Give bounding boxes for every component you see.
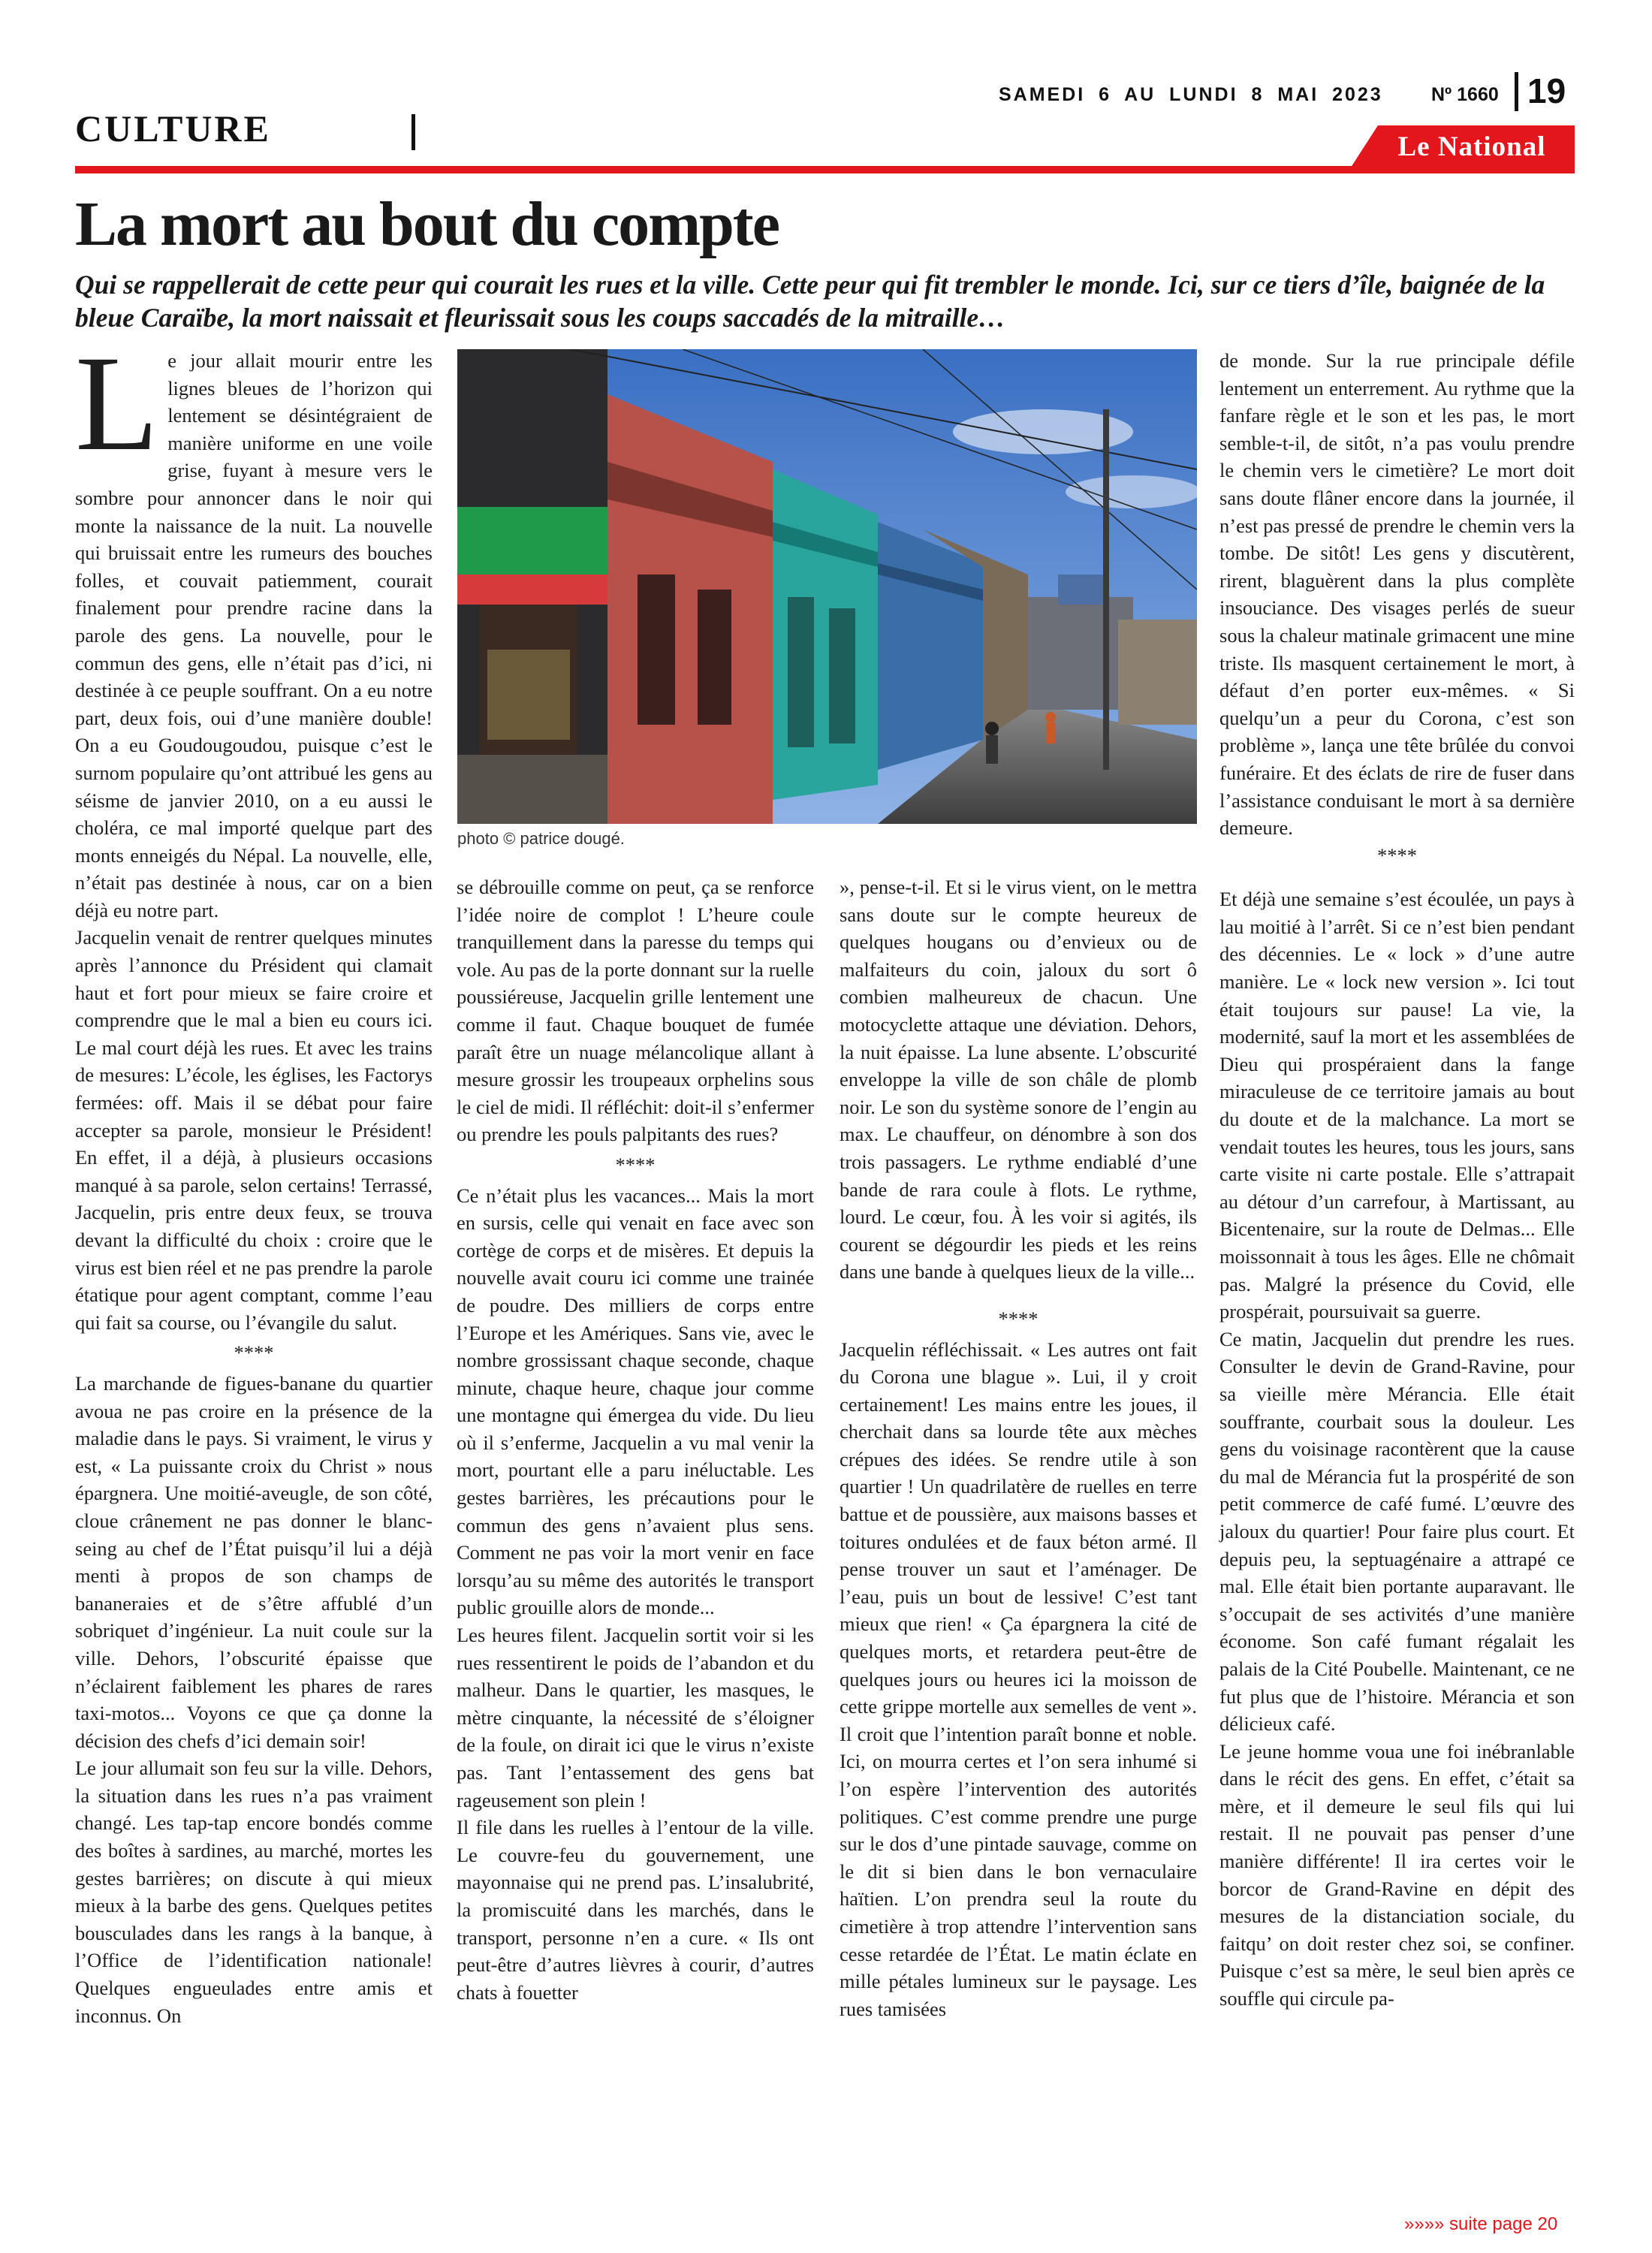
paragraph: Jacquelin réfléchissait. « Les autres ont fait du Corona une blague ». Lui, il y croit certainement! Les mains entre les joues, il cherchait dans sa lourde tête aux mèches crépues des idées. Se rendre utile à son quartier ! Un quadrilatère de ruelles en terre battue et de poussière, aux maisons basses et toitures ondulées et de faux béton armé. Il pense trouver un saut et l’aménager. De l’eau, puis un bout de lessive! C’est tant mieux que rien! « Ça épargnera la cité de quelques morts, et retardera peut-être de quelques jours ou heures ici la moisson de cette grippe mortelle aux semelles de vent ». Il croit que l’intention paraît bonne et noble. Ici, on mourra certes et l’on sera inhumé si l’on espère l’intervention des autorités politiques. C’est comme prendre une purge sur le dos d’une pintade sauvage, comme on le dit si bien dans le bon vernaculaire haïtien. L’on prendra seul la route du cimetière à trop attendre l’intervention sans cesse retardée de l’État. Le matin éclate en mille pétales lumineux sur le paysage. Les rues tamisées — [840, 1338, 1197, 2020]
paragraph: Il file dans les ruelles à l’entour de la ville. Le couvre-feu du gouvernement, une mayonnaise qui ne prend pas. L’insalubrité, la promiscuité dans les marchés, dans le transport, personne n’en a cure. « Ils ont peut-être d’autres lièvres à courir, d’autres chats à fouetter — [457, 1816, 814, 2004]
header-rule — [75, 166, 1575, 173]
paragraph: Le jour allumait son feu sur la ville. Dehors, la situation dans les rues n’a pas vraiment changé. Les tap-tap encore bondés comme des boîtes à sardines, au marché, mortes les gestes barrières; on discute à qui mieux mieux à la barbe des gens. Quelques petites bousculades dans les rangs à la banque, à l’Office de l’identification nationale! Quelques engueulades entre amis et inconnus. On — [75, 1757, 433, 2027]
column-1 — [75, 328, 433, 2029]
paragraph: se débrouille comme on peut, ça se renforce l’idée noire de complot ! L’heure coule tranquillement dans la paresse du temps qui vole. Au pas de la porte donnant sur la ruelle poussiéreuse, Jacquelin grille lentement une comme il faut. Chaque bouquet de fumée paraît être un nuage mélancolique allant à mesure grossir les troupeaux orphelins sous le ciel de midi. Il réfléchit: doit-il s’enfermer ou prendre les pouls palpitants des rues? — [457, 876, 814, 1146]
paragraph: La marchande de figues-banane du quartier avoua ne pas croire en la présence de la maladie dans le pays. Si vraiment, le virus y est, « La puissante croix du Christ » nous épargnera. Une moitié-aveugle, de son côté, cloue crânement ne pas donner le blanc-seing au chef de l’État puisqu’il lui a déjà menti à propos de son champs de bananeraies et de s’être affublé d’un sobriquet d’ingénieur. La nuit coule sur la ville. Dehors, l’obscurité épaisse que n’éclairent faiblement les phares de rares taxi-motos... Voyons ce que ça donne la décision des chefs d’ici demain soir! — [75, 1371, 433, 1752]
photo-caption: photo © patrice dougé. — [457, 829, 625, 848]
section-label: CULTURE — [75, 107, 271, 149]
paragraph: Le jeune homme voua une foi inébranlable dans le récit des gens. En effet, c’était sa mère, et il demeure le seul fils qui lui restait. Il ne pouvait pas penser d’une manière différente! Il ira certes voir le borcor de Grand-Ravine en dépit des mesures de la distanciation sociale, du faitqu’ on doit rester chez soi, se confiner. Puisque c’est sa mère, le seul bien après ce souffle qui circule pa- — [1219, 1739, 1575, 2010]
page-number-divider — [1515, 72, 1518, 111]
section-separator: **** — [998, 1307, 1039, 1330]
paragraph: », pense-t-il. Et si le virus vient, on le mettra sans doute sur le compte heureux de quelques hougans ou d’envieux ou de malfaiteurs du coin, jaloux du sort ô combien malheureux de chacun. Une motocyclette attaque une déviation. Dehors, la nuit épaisse. La lune absente. L’obscurité enveloppe la ville de son châle de plomb noir. Le son du système sonore de l’engin au max. Le chauffeur, on dénombre à son dos trois passagers. Le rythme endiablé d’une bande de rara coule à flots. Le rythme, lourd. Le cœur, fou. À les voir si agités, ils courent se dégourdir les pieds et les reins dans une bande à quelques lieux de la ville... — [840, 876, 1197, 1283]
issue-number: Nº 1660 — [1431, 84, 1499, 105]
drop-cap: L — [75, 328, 159, 479]
paragraph: Jacquelin venait de rentrer quelques minutes après l’annonce du Président qui clamait haut et fort pour mieux se faire croire et comprendre que le mal a bien eu cours ici. Le mal court déjà les rues. Et avec les trains de mesures: L’école, les églises, les Factorys fermées: off. Mais il se débat pour faire accepter sa parole, monsieur le Président! En effet, il a déjà, à plusieurs occasions manqué à sa parole, selon certains! Terrassé, Jacquelin, pris entre deux feux, se trouva devant la difficulté du choix : croire que le virus est bien réel et ne pas prendre la parole étatique pour agent comptant, comme l’eau qui fait sa course, ou l’évangile du salut. — [75, 926, 433, 1334]
paragraph: Ce n’était plus les vacances... Mais la mort en sursis, celle qui venait en face avec son cortège de corps et de misères. Et depuis la nouvelle avait couru ici comme une trainée de poudre. Des milliers de corps entre l’Europe et les Amériques. Sans vie, avec le nombre grossissant chaque seconde, chaque minute, chaque heure, chaque jour comme une montagne qui émergea du vide. Du lieu où il s’enferme, Jacquelin a vu mal venir la mort, pourtant elle a paru inéluctable. Les gestes barrières, les précautions pour le commun des gens n’avaient plus sens. Comment ne pas voir la mort venir en face lorsqu’au su même des autorités le transport public grouille alors de monde... — [457, 1184, 814, 1619]
section-separator: **** — [615, 1153, 656, 1176]
page-number: 19 — [1527, 71, 1566, 110]
section-separator: **** — [1377, 843, 1417, 867]
paragraph: de monde. Sur la rue principale défile lentement un enterrement. Au rythme que la fanfare règle et le son et les pas, le mort semble-t-il, de sitôt, n’a pas voulu prendre le chemin vers le cimetière? Le mort doit sans doute flâner encore dans la journée, il n’est pas pressé de prendre le chemin vers la tombe. De sitôt! Les gens y discutèrent, rirent, blaguèrent dans la plus complète insouciance. Des visages perlés de sueur sous la chaleur matinale grimacent une mine triste. Ils masquent certainement le mort, à défaut d’en porter eux-mêmes. « Si quelqu’un a peur du Corona, c’est son problème », lança une tête brûlée du convoi funéraire. Et des éclats de rire de fuser dans l’assistance conduisant le mort à sa dernière demeure. — [1219, 349, 1575, 840]
paragraph: Les heures filent. Jacquelin sortit voir si les rues ressentirent le poids de l’abandon et du malheur. Dans le quartier, les masques, le mètre cinquante, la nécessité de s’éloigner de la foule, on dirait ici que le virus n’existe pas. Tant l’entassement des gens bat rageusement son plein ! — [457, 1624, 814, 1811]
section-separator: **** — [234, 1341, 274, 1365]
article-photo — [457, 349, 1197, 824]
paragraph: e jour allait mourir entre les lignes bleues de l’horizon qui lentement se désintégraient de manière uniforme en une voile grise, fuyant à mesure vers le sombre pour annoncer dans le noir qui monte la naissance de la nuit. La nouvelle qui bruissait entre les rumeurs des bouches folles, et couvait patiemment, courait finalement pour prendre racine dans la parole des gens. La nouvelle, pour le commun des gens, elle n’était pas d’ici, ni destinée à ce peuple souffrant. On a eu notre part, deux fois, oui d’une manière double! On a eu Goudougoudou, puisque c’est le surnom populaire qu’ont attribué les gens au séisme de janvier 2010, on a eu aussi le choléra, ce mal importé quelque part des monts enneigés du Népal. La nouvelle, elle, n’était pas destinée à nous, car on a bien déjà eu notre part. — [75, 349, 433, 921]
paragraph: Et déjà une semaine s’est écoulée, un pays à lau moitié à l’arrêt. Si ce n’est bien pendant des décennies. Le « lock » d’une autre manière. Le « lock new version ». Ici tout était toujours sur pause! La vie, la modernité, sauf la mort et les assemblées de Dieu qui prospéraient dans la fange miraculeuse de ce territoire jamais au bout du doute et de la malchance. La mort se vendait toutes les heures, tous les jours, sans carte visite ni carte postale. Elle s’attrapait au détour d’un carrefour, à Martissant, au Bicentenaire, sur la route de Delmas... Elle moissonnait à tous les âges. Elle ne chômait pas. Malgré la présence du Covid, elle prospérait, poursuivait sa guerre. — [1219, 888, 1575, 1323]
brand-name: Le National — [1397, 131, 1546, 162]
column-4 — [1219, 347, 1575, 2013]
lede: Qui se rappellerait de cette peur qui courait les rues et la ville. Cette peur qui fit trembler le monde. Ici, sur ce tiers d’île, baignée de la bleue Caraïbe, la mort naissait et fleurissait sous les coups saccadés de la mitraille… — [75, 270, 1545, 333]
column-2 — [457, 873, 814, 2006]
paragraph: Ce matin, Jacquelin dut prendre les rues. Consulter le devin de Grand-Ravine, pour sa vieille mère Mérancia. Elle était souffrante, courbait sous la douleur. Les gens du voisinage racontèrent que la cause du mal de Mérancia fut la prospérité de son petit commerce de café fumé. L’œuvre des jaloux du quartier! Pour faire plus court. Et depuis peu, la septuagénaire a attrapé ce mal. Elle était bien portante auparavant. lle s’occupait de ses activités d’une manière économe. Son café fumant régalait les palais de la Cité Poubelle. Maintenant, ce ne fut plus que de l’histoire. Mérancia et son délicieux café. — [1219, 1327, 1575, 1736]
column-3 — [840, 873, 1197, 2022]
continued-link[interactable]: »»»» suite page 20 — [1404, 2214, 1558, 2234]
dateline: SAMEDI 6 AU LUNDI 8 MAI 2023 — [999, 84, 1383, 105]
headline: La mort au bout du compte — [75, 189, 779, 259]
section-divider — [411, 114, 415, 150]
